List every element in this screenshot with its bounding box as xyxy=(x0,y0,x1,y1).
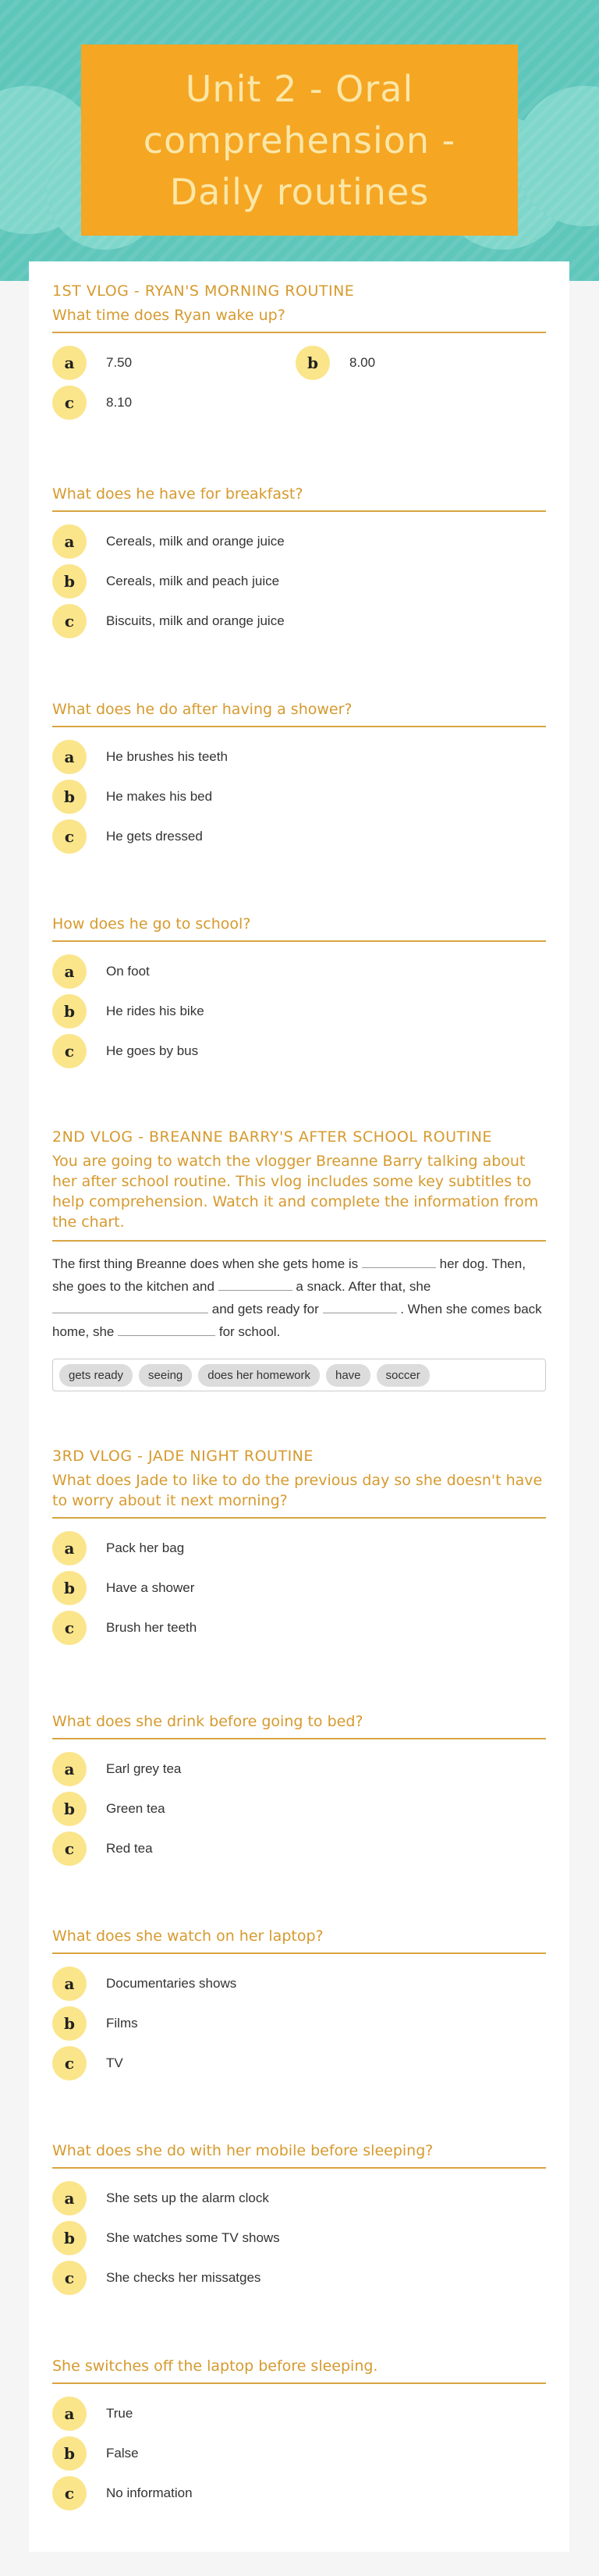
vlog3-heading: 3RD VLOG - JADE NIGHT ROUTINE xyxy=(52,1448,314,1465)
option-letter-badge: c xyxy=(52,604,87,638)
answer-option[interactable] xyxy=(52,1789,296,1828)
answer-option[interactable] xyxy=(52,382,296,422)
option-label: True xyxy=(106,2405,133,2421)
vlog3-section xyxy=(52,1447,546,1647)
option-label: False xyxy=(106,2445,139,2461)
option-letter-badge: c xyxy=(52,819,87,854)
answer-option[interactable] xyxy=(52,521,296,561)
option-letter-badge: a xyxy=(52,524,87,559)
option-label: He rides his bike xyxy=(106,1003,204,1018)
fill-text: . When she comes back home, she xyxy=(52,1302,542,1339)
question-title: What time does Ryan wake up? xyxy=(52,305,546,333)
question-title: What does she watch on her laptop? xyxy=(52,1926,546,1954)
vlog1-heading: 1ST VLOG - RYAN'S MORNING ROUTINE xyxy=(52,282,355,300)
option-label: Films xyxy=(106,2015,138,2031)
blank-input[interactable] xyxy=(52,1299,208,1313)
option-letter-badge: a xyxy=(52,2181,87,2215)
option-letter-badge: a xyxy=(52,2397,87,2431)
fill-text: for school. xyxy=(218,1324,281,1339)
answer-option[interactable] xyxy=(52,1031,296,1071)
options-list xyxy=(52,737,546,856)
options-list xyxy=(52,2178,546,2297)
option-label: 8.00 xyxy=(349,354,376,370)
question-title: She switches off the laptop before sleeping. xyxy=(52,2356,546,2384)
option-label: Biscuits, milk and orange juice xyxy=(106,613,285,628)
option-label: Earl grey tea xyxy=(106,1761,182,1776)
question-block xyxy=(52,2356,546,2513)
option-letter-badge: a xyxy=(52,1752,87,1786)
option-label: He brushes his teeth xyxy=(106,748,228,764)
option-label: She watches some TV shows xyxy=(106,2230,280,2245)
answer-option[interactable] xyxy=(52,951,296,991)
page-title: Unit 2 - Oral comprehension - Daily routines xyxy=(143,67,456,213)
word-chip[interactable]: have xyxy=(326,1364,370,1387)
question-title: What does he have for breakfast? xyxy=(52,484,546,512)
option-letter-badge: b xyxy=(52,564,87,599)
blank-input[interactable] xyxy=(118,1322,215,1336)
options-list xyxy=(52,1963,546,2083)
options-list xyxy=(52,1528,546,1647)
answer-option[interactable] xyxy=(52,2473,296,2513)
fill-text: her dog. xyxy=(439,1256,489,1271)
question-block xyxy=(52,914,546,1071)
answer-option[interactable] xyxy=(52,1963,296,2003)
answer-option[interactable] xyxy=(296,343,539,382)
blank-input[interactable] xyxy=(218,1277,292,1291)
fill-in-paragraph xyxy=(52,1252,546,1343)
fill-text: Then, she goes to the kitchen and xyxy=(52,1256,526,1294)
option-letter-badge: b xyxy=(52,2436,87,2471)
question-block xyxy=(52,1926,546,2083)
question-title: How does he go to school? xyxy=(52,914,546,942)
question-block xyxy=(52,484,546,641)
option-letter-badge: b xyxy=(296,346,330,380)
answer-option[interactable] xyxy=(52,2258,296,2297)
question-title: What does Jade to like to do the previous day so she doesn't have to worry about it next morning? xyxy=(52,1470,546,1519)
option-label: 7.50 xyxy=(106,354,133,370)
option-label: On foot xyxy=(106,963,150,979)
fill-text: and gets ready for xyxy=(211,1302,319,1316)
answer-option[interactable] xyxy=(52,1608,296,1647)
option-label: Green tea xyxy=(106,1800,165,1816)
options-list xyxy=(52,343,546,422)
options-list xyxy=(52,951,546,1071)
option-label: He goes by bus xyxy=(106,1043,199,1058)
answer-option[interactable] xyxy=(52,601,296,641)
answer-option[interactable] xyxy=(52,2043,296,2083)
fill-text: a snack. After that, she xyxy=(296,1279,431,1294)
option-label: TV xyxy=(106,2055,123,2070)
option-letter-badge: b xyxy=(52,994,87,1029)
option-letter-badge: b xyxy=(52,780,87,814)
vlog2-section xyxy=(52,1128,546,1391)
question-block xyxy=(52,1711,546,1868)
answer-option[interactable] xyxy=(52,343,296,382)
option-label: Cereals, milk and orange juice xyxy=(106,533,285,549)
word-chip[interactable]: soccer xyxy=(377,1364,430,1387)
answer-option[interactable] xyxy=(52,1568,296,1608)
word-chip[interactable]: gets ready xyxy=(59,1364,133,1387)
option-label: Documentaries shows xyxy=(106,1975,237,1991)
option-letter-badge: c xyxy=(52,2046,87,2080)
fill-text: The first thing Breanne does when she gets home is xyxy=(52,1256,359,1271)
option-letter-badge: a xyxy=(52,1967,87,2001)
option-letter-badge: c xyxy=(52,1034,87,1068)
answer-option[interactable] xyxy=(52,737,296,776)
option-label: Pack her bag xyxy=(106,1540,185,1555)
option-label: Brush her teeth xyxy=(106,1619,197,1635)
options-list xyxy=(52,2393,546,2513)
blank-input[interactable] xyxy=(362,1254,436,1268)
answer-option[interactable] xyxy=(52,816,296,856)
option-label: She checks her missatges xyxy=(106,2269,261,2285)
answer-option[interactable] xyxy=(52,2178,296,2218)
vlog2-instructions: You are going to watch the vlogger Breanne Barry talking about her after school routine. This vlog includes some key subtitles to help comprehension. Watch it and complete the information from the chart. xyxy=(52,1151,546,1242)
option-letter-badge: c xyxy=(52,2261,87,2295)
option-label: No information xyxy=(106,2485,193,2500)
blank-input[interactable] xyxy=(323,1299,397,1313)
vlog1-section xyxy=(52,282,546,422)
option-label: Cereals, milk and peach juice xyxy=(106,573,280,588)
option-letter-badge: b xyxy=(52,1792,87,1826)
vlog2-heading: 2ND VLOG - BREANNE BARRY'S AFTER SCHOOL ROUTINE xyxy=(52,1128,492,1146)
worksheet-card xyxy=(29,261,569,2552)
option-label: She sets up the alarm clock xyxy=(106,2190,269,2205)
title-box xyxy=(81,44,518,236)
question-title: What does she drink before going to bed? xyxy=(52,1711,546,1739)
answer-option[interactable] xyxy=(52,2003,296,2043)
word-chip[interactable]: seeing xyxy=(139,1364,192,1387)
option-label: Red tea xyxy=(106,1840,153,1856)
option-label: He gets dressed xyxy=(106,828,203,844)
answer-option[interactable] xyxy=(52,1749,296,1789)
answer-option[interactable] xyxy=(52,991,296,1031)
answer-option[interactable] xyxy=(52,2218,296,2258)
options-list xyxy=(52,521,546,641)
option-letter-badge: c xyxy=(52,1611,87,1645)
option-label: Have a shower xyxy=(106,1579,195,1595)
option-letter-badge: c xyxy=(52,386,87,420)
word-chip[interactable]: does her homework xyxy=(198,1364,320,1387)
option-letter-badge: a xyxy=(52,1531,87,1565)
question-title: What does he do after having a shower? xyxy=(52,699,546,727)
option-letter-badge: a xyxy=(52,346,87,380)
option-letter-badge: c xyxy=(52,2476,87,2510)
option-label: 8.10 xyxy=(106,394,133,410)
answer-option[interactable] xyxy=(52,2393,296,2433)
question-title: What does she do with her mobile before sleeping? xyxy=(52,2141,546,2169)
option-letter-badge: a xyxy=(52,740,87,774)
answer-option[interactable] xyxy=(52,1828,296,1868)
option-letter-badge: b xyxy=(52,2221,87,2255)
answer-option[interactable] xyxy=(52,776,296,816)
answer-option[interactable] xyxy=(52,1528,296,1568)
question-block xyxy=(52,2141,546,2297)
answer-option[interactable] xyxy=(52,2433,296,2473)
question-block xyxy=(52,699,546,856)
option-letter-badge: c xyxy=(52,1832,87,1866)
answer-option[interactable] xyxy=(52,561,296,601)
option-letter-badge: b xyxy=(52,2006,87,2041)
option-letter-badge: a xyxy=(52,954,87,989)
hero-banner xyxy=(0,0,599,281)
options-list xyxy=(52,1749,546,1868)
option-label: He makes his bed xyxy=(106,788,213,804)
word-bank xyxy=(52,1359,546,1391)
option-letter-badge: b xyxy=(52,1571,87,1605)
